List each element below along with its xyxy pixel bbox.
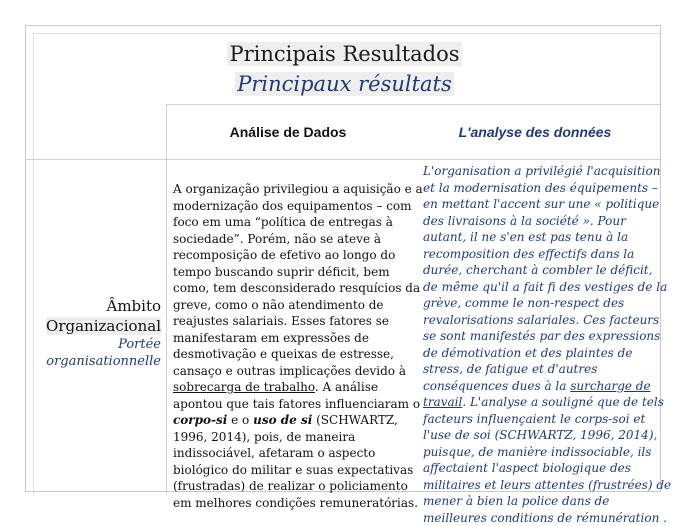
fr-line: se sont manifestés par des expressions bbox=[423, 328, 651, 345]
fr-line bbox=[423, 378, 651, 395]
pt-line: como, tem desconsiderado resquícios da bbox=[173, 280, 408, 297]
pt-underlined-term: sobrecarga de trabalho bbox=[173, 380, 315, 394]
pt-bold-term: uso de si bbox=[253, 413, 312, 427]
pt-line: apontou que tais fatores influenciaram o bbox=[173, 396, 408, 413]
fr-line: de même qu'il a fait fi des vestiges de la bbox=[423, 279, 651, 296]
analysis-text-french bbox=[423, 163, 651, 526]
fr-line: et la modernisation des équipements – bbox=[423, 180, 651, 197]
fr-line-rest: . L'analyse a souligné que de tels bbox=[462, 395, 664, 409]
fr-line bbox=[423, 394, 651, 411]
fr-line: facteurs influençaient le corps-soi et bbox=[423, 411, 651, 428]
table-top-rule bbox=[166, 104, 660, 105]
row-label-pt-line2-text: Organizacional bbox=[46, 317, 161, 335]
fr-line: autant, il ne s'en est pas tenu à la bbox=[423, 229, 651, 246]
pt-line: desmotivação e queixas de estresse, bbox=[173, 346, 408, 363]
pt-line: (frustradas) de realizar o policiamento bbox=[173, 478, 408, 495]
pt-line: manifestaram em expressões de bbox=[173, 330, 408, 347]
table-column-divider bbox=[166, 104, 167, 494]
row-label-pt-line2 bbox=[46, 316, 161, 336]
fr-line: L'organisation a privilégié l'acquisition bbox=[423, 163, 651, 180]
analysis-text-portuguese bbox=[173, 181, 408, 511]
fr-line: stress, de fatigue et d'autres bbox=[423, 361, 651, 378]
fr-line: puisque, de manière indissociable, ils bbox=[423, 444, 651, 461]
pt-line: tempo buscando suprir déficit, bem bbox=[173, 264, 408, 281]
table-header-rule bbox=[26, 159, 660, 160]
pt-line: indissociável, afetaram o aspecto bbox=[173, 445, 408, 462]
fr-line: en mettant l'accent sur une « politique bbox=[423, 196, 651, 213]
pt-line-rest: . A análise bbox=[315, 380, 378, 394]
fr-line-start: conséquences dues à la bbox=[423, 379, 570, 393]
column-header-french: L'analyse des données bbox=[410, 124, 660, 140]
row-label-fr-line1: Portée bbox=[46, 336, 161, 353]
fr-line: militaires et leurs attentes (frustrées) de bbox=[423, 477, 651, 494]
fr-line: recomposition des effectifs dans la bbox=[423, 246, 651, 263]
row-label-pt-line1: Âmbito bbox=[46, 296, 161, 316]
pt-line: sociedade”. Porém, não se ateve à bbox=[173, 231, 408, 248]
row-label bbox=[46, 296, 161, 370]
pt-line: em melhores condições remuneratórias. bbox=[173, 495, 408, 512]
pt-line: recomposição de efetivo ao longo do bbox=[173, 247, 408, 264]
pt-bold-term: corpo-si bbox=[173, 413, 227, 427]
row-label-fr-line2: organisationnelle bbox=[46, 353, 161, 370]
title-pt-text: Principais Resultados bbox=[227, 42, 461, 66]
fr-line: meilleures conditions de rémunération . bbox=[423, 510, 651, 526]
pt-line: 1996, 2014), pois, de maneira bbox=[173, 429, 408, 446]
column-header-portuguese: Análise de Dados bbox=[166, 124, 410, 140]
fr-line: mener à bien la police dans de bbox=[423, 493, 651, 510]
pt-line: biológico do militar e suas expectativas bbox=[173, 462, 408, 479]
pt-line bbox=[173, 412, 408, 429]
fr-line: des livraisons à la société ». Pour bbox=[423, 213, 651, 230]
pt-line: greve, como o não atendimento de bbox=[173, 297, 408, 314]
title-fr-text: Principaux résultats bbox=[235, 72, 454, 96]
pt-line-rest: (SCHWARTZ, bbox=[312, 413, 398, 427]
fr-line: grève, comme le non-respect des bbox=[423, 295, 651, 312]
fr-underlined-term: travail bbox=[423, 395, 462, 409]
fr-line: de démotivation et des plaintes de bbox=[423, 345, 651, 362]
fr-line: l'use de soi (SCHWARTZ, 1996, 2014), bbox=[423, 427, 651, 444]
pt-line: foco em uma “política de entregas à bbox=[173, 214, 408, 231]
fr-line: durée, cherchant à combler le déficit, bbox=[423, 262, 651, 279]
pt-line bbox=[173, 379, 408, 396]
fr-line: revalorisations salariales. Ces facteurs bbox=[423, 312, 651, 329]
pt-line: cansaço e outras implicações devido à bbox=[173, 363, 408, 380]
title-portuguese bbox=[0, 42, 689, 66]
pt-line: A organização privilegiou a aquisição e a bbox=[173, 181, 408, 198]
fr-line: affectaient l'aspect biologique des bbox=[423, 460, 651, 477]
title-french bbox=[0, 72, 689, 96]
pt-line-mid: e o bbox=[227, 413, 253, 427]
fr-underlined-term: surcharge de bbox=[570, 379, 650, 393]
pt-line: modernização dos equipamentos – com bbox=[173, 198, 408, 215]
pt-line: reajustes salariais. Esses fatores se bbox=[173, 313, 408, 330]
